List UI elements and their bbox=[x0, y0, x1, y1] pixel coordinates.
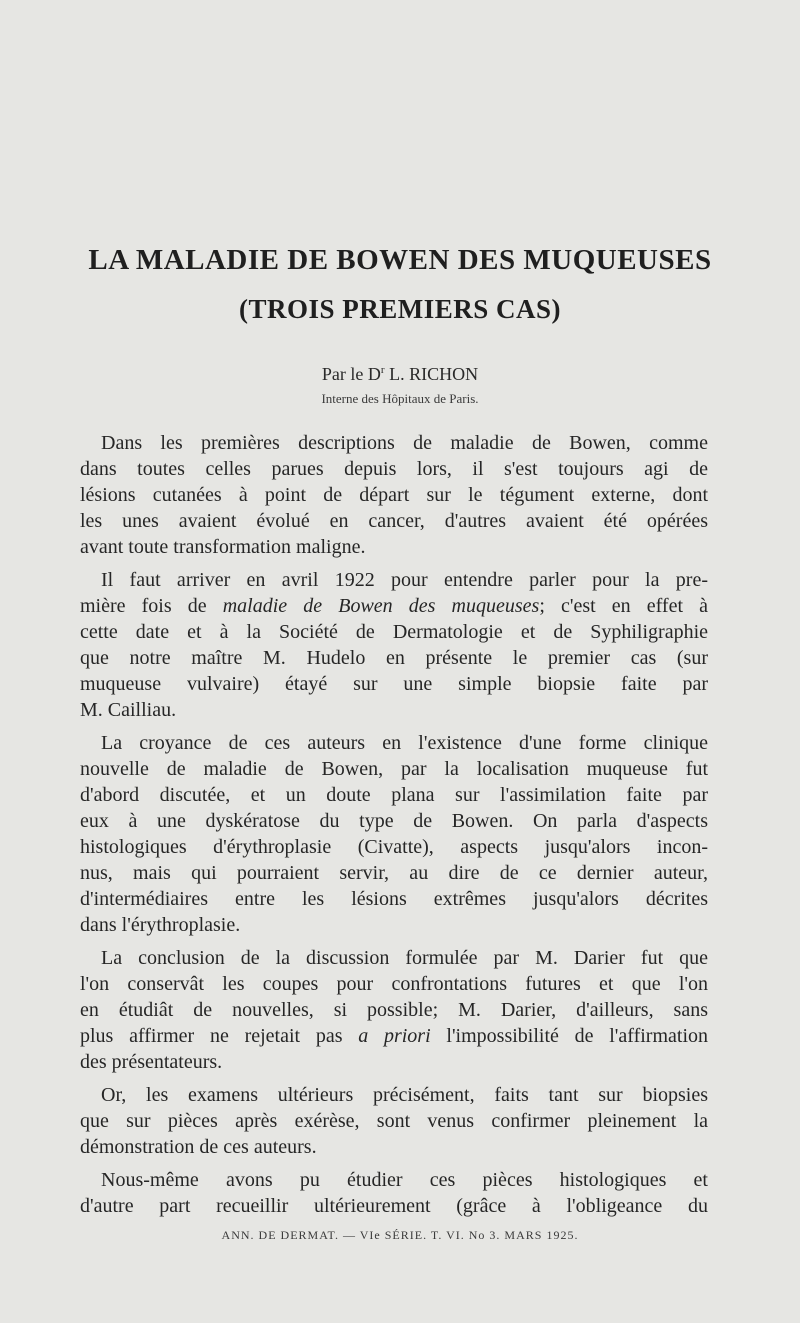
text-line: l'on conservât les coupes pour confrontations futures et que l'on bbox=[80, 973, 708, 995]
text-line: les unes avaient évolué en cancer, d'autres avaient été opérées bbox=[80, 510, 708, 532]
text-line: lésions cutanées à point de départ sur le tégument externe, dont bbox=[80, 484, 708, 506]
text-line: d'abord discutée, et un doute plana sur l'assimilation faite par bbox=[80, 784, 708, 806]
text-line: que notre maître M. Hudelo en présente le premier cas (sur bbox=[80, 647, 708, 669]
text-line: en étudiât de nouvelles, si possible; M. Darier, d'ailleurs, sans bbox=[80, 999, 708, 1021]
author-affiliation: Interne des Hôpitaux de Paris. bbox=[321, 391, 479, 406]
text-line: d'intermédiaires entre les lésions extrêmes jusqu'alors décrites bbox=[80, 888, 708, 910]
emphasis: maladie de Bowen des muqueuses bbox=[222, 595, 540, 617]
text-line: mière fois de maladie de Bowen des muqueuses; c'est en effet à bbox=[80, 595, 709, 617]
text-line: que sur pièces après exérèse, sont venus confirmer pleinement la bbox=[80, 1110, 708, 1132]
text-line: d'autre part recueillir ultérieurement (grâce à l'obligeance du bbox=[80, 1195, 708, 1217]
text-line: nouvelle de maladie de Bowen, par la localisation muqueuse fut bbox=[80, 758, 708, 780]
text-line: La croyance de ces auteurs en l'existence d'une forme clinique bbox=[101, 732, 708, 754]
text-line: histologiques d'érythroplasie (Civatte), aspects jusqu'alors incon- bbox=[80, 836, 708, 858]
text-line: muqueuse vulvaire) étayé sur une simple biopsie faite par bbox=[80, 673, 708, 695]
text-line: cette date et à la Société de Dermatologie et de Syphiligraphie bbox=[80, 621, 708, 643]
text-line: nus, mais qui pourraient servir, au dire de ce dernier auteur, bbox=[80, 862, 708, 884]
journal-footer: ANN. DE DERMAT. — VIe SÉRIE. T. VI. No 3. MARS 1925. bbox=[221, 1228, 579, 1242]
text-line: Or, les examens ultérieurs précisément, faits tant sur biopsies bbox=[101, 1084, 708, 1106]
text-line: plus affirmer ne rejetait pas a priori l'impossibilité de l'affirmation bbox=[80, 1025, 709, 1047]
text-line: Nous-même avons pu étudier ces pièces histologiques et bbox=[101, 1169, 708, 1191]
text-line: M. Cailliau. bbox=[80, 699, 177, 721]
article-title: LA MALADIE DE BOWEN DES MUQUEUSES bbox=[88, 244, 712, 276]
text-line: dans l'érythroplasie. bbox=[80, 914, 241, 936]
text-line: Dans les premières descriptions de maladie de Bowen, comme bbox=[101, 432, 708, 454]
article-subtitle: (TROIS PREMIERS CAS) bbox=[238, 294, 562, 324]
text-line: Il faut arriver en avril 1922 pour entendre parler pour la pre- bbox=[101, 569, 708, 591]
text-line: démonstration de ces auteurs. bbox=[80, 1136, 317, 1158]
text-line: La conclusion de la discussion formulée par M. Darier fut que bbox=[101, 947, 708, 969]
text-line: eux à une dyskératose du type de Bowen. On parla d'aspects bbox=[80, 810, 708, 832]
text-line: avant toute transformation maligne. bbox=[80, 536, 366, 558]
text-line: des présentateurs. bbox=[80, 1051, 223, 1073]
text-line: dans toutes celles parues depuis lors, il s'est toujours agi de bbox=[80, 458, 708, 480]
author-byline: Par le $D^r$ L. RICHON bbox=[321, 364, 479, 384]
emphasis: a priori bbox=[358, 1025, 431, 1047]
